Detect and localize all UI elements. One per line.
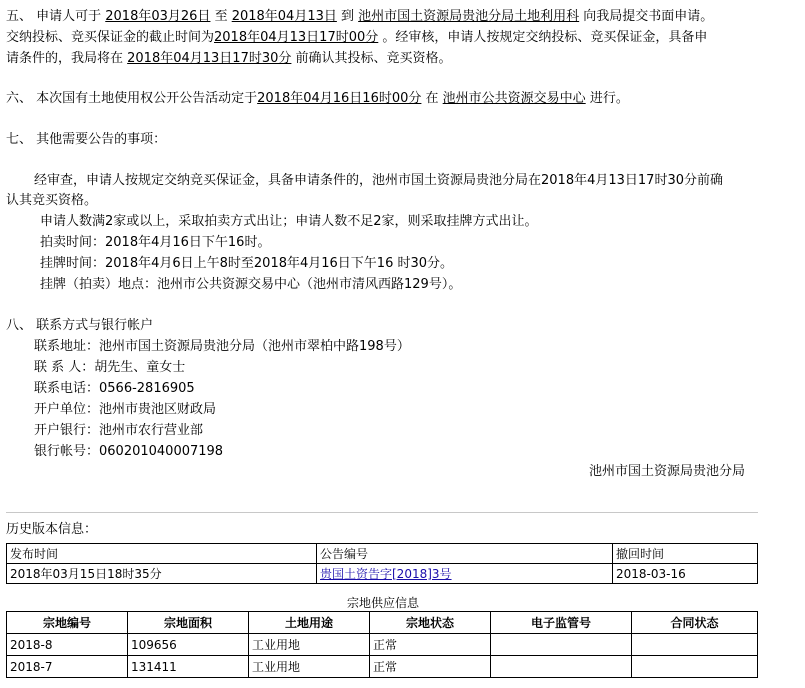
text: 六、 本次国有土地使用权公开公告活动定于 [6, 91, 258, 106]
supply-cell: 131411 [128, 656, 249, 678]
supply-cell: 正常 [370, 656, 491, 678]
history-header-withdraw: 撤回时间 [613, 544, 758, 564]
supply-cell: 109656 [128, 634, 249, 656]
auction-time: 2018年04月16日16时00分 [257, 91, 422, 106]
section5-line3 [6, 49, 452, 69]
office-name: 池州市国土资源局贵池分局土地利用科 [358, 9, 580, 24]
text: 请条件的，我局将在 [6, 51, 128, 66]
text: 。经审核，申请人按规定交纳投标、竞买保证金，具备申 [378, 30, 708, 45]
deadline: 2018年04月13日17时00分 [214, 30, 379, 45]
history-table [6, 543, 758, 584]
supply-cell: 2018-8 [7, 634, 128, 656]
supply-cell: 工业用地 [249, 634, 370, 656]
section5-line2 [6, 28, 707, 48]
text: 在 [421, 91, 443, 106]
supply-cell [491, 634, 632, 656]
supply-caption: 宗地供应信息 [347, 596, 420, 610]
text: 进行。 [585, 91, 629, 106]
table-row [7, 564, 758, 584]
divider [6, 512, 758, 513]
confirm-time: 2018年04月13日17时30分 [127, 51, 292, 66]
text: 五、 申请人可于 [6, 9, 106, 24]
supply-header: 宗地编号 [7, 612, 128, 634]
table-row [7, 656, 758, 678]
supply-cell [491, 656, 632, 678]
supply-header: 合同状态 [632, 612, 758, 634]
contact-address: 联系地址：池州市国土资源局贵池分局（池州市翠柏中路198号） [34, 339, 410, 354]
history-header-time: 发布时间 [7, 544, 317, 564]
contact-person: 联 系 人：胡先生、童女士 [34, 360, 186, 375]
section7-para1-line1: 经审查，申请人按规定交纳竞买保证金，具备申请条件的，池州市国土资源局贵池分局在2018年4月13日17时30分前确 [34, 173, 723, 188]
section7-line5: 挂牌（拍卖）地点：池州市公共资源交易中心（池州市清风西路129号）。 [40, 277, 462, 292]
section6 [6, 89, 629, 109]
history-time: 2018年03月15日18时35分 [7, 564, 317, 584]
supply-cell: 2018-7 [7, 656, 128, 678]
table-row [7, 612, 758, 634]
text: 前确认其投标、竞买资格。 [291, 51, 452, 66]
text: 向我局提交书面申请。 [579, 9, 714, 24]
section7-line2: 申请人数满2家或以上，采取拍卖方式出让；申请人数不足2家，则采取挂牌方式出让。 [40, 214, 538, 229]
history-code-cell [317, 564, 613, 584]
section7-para1-line2: 认其竞买资格。 [6, 193, 98, 208]
supply-header: 宗地面积 [128, 612, 249, 634]
date-start: 2018年03月26日 [105, 9, 211, 24]
history-withdraw: 2018-03-16 [613, 564, 758, 584]
section5-line1 [6, 7, 713, 27]
text: 到 [336, 9, 359, 24]
section8-heading: 八、 联系方式与银行帐户 [6, 318, 154, 333]
history-code-link[interactable]: 贵国土资告字[2018]3号 [320, 567, 452, 581]
contact-phone: 联系电话：0566-2816905 [34, 381, 195, 396]
date-end: 2018年04月13日 [231, 9, 337, 24]
text: 交纳投标、竞买保证金的截止时间为 [6, 30, 215, 45]
supply-cell: 工业用地 [249, 656, 370, 678]
auction-place: 池州市公共资源交易中心 [442, 91, 586, 106]
table-row [7, 544, 758, 564]
supply-table [6, 611, 758, 678]
supply-header: 宗地状态 [370, 612, 491, 634]
history-header-code: 公告编号 [317, 544, 613, 564]
text: 至 [210, 9, 232, 24]
section7-line3: 拍卖时间：2018年4月16日下午16时。 [40, 235, 271, 250]
supply-cell: 正常 [370, 634, 491, 656]
supply-header: 土地用途 [249, 612, 370, 634]
section7-heading: 七、 其他需要公告的事项： [6, 132, 167, 147]
table-row [7, 634, 758, 656]
signature: 池州市国土资源局贵池分局 [589, 464, 746, 479]
supply-header: 电子监管号 [491, 612, 632, 634]
account-bank: 开户银行：池州市农行营业部 [34, 423, 204, 438]
supply-cell [632, 634, 758, 656]
supply-cell [632, 656, 758, 678]
history-title: 历史版本信息： [6, 522, 98, 537]
section7-line4: 挂牌时间：2018年4月6日上午8时至2018年4月16日下午16 时30分。 [40, 256, 454, 271]
account-unit: 开户单位：池州市贵池区财政局 [34, 402, 217, 417]
account-number: 银行帐号：060201040007198 [34, 444, 224, 459]
